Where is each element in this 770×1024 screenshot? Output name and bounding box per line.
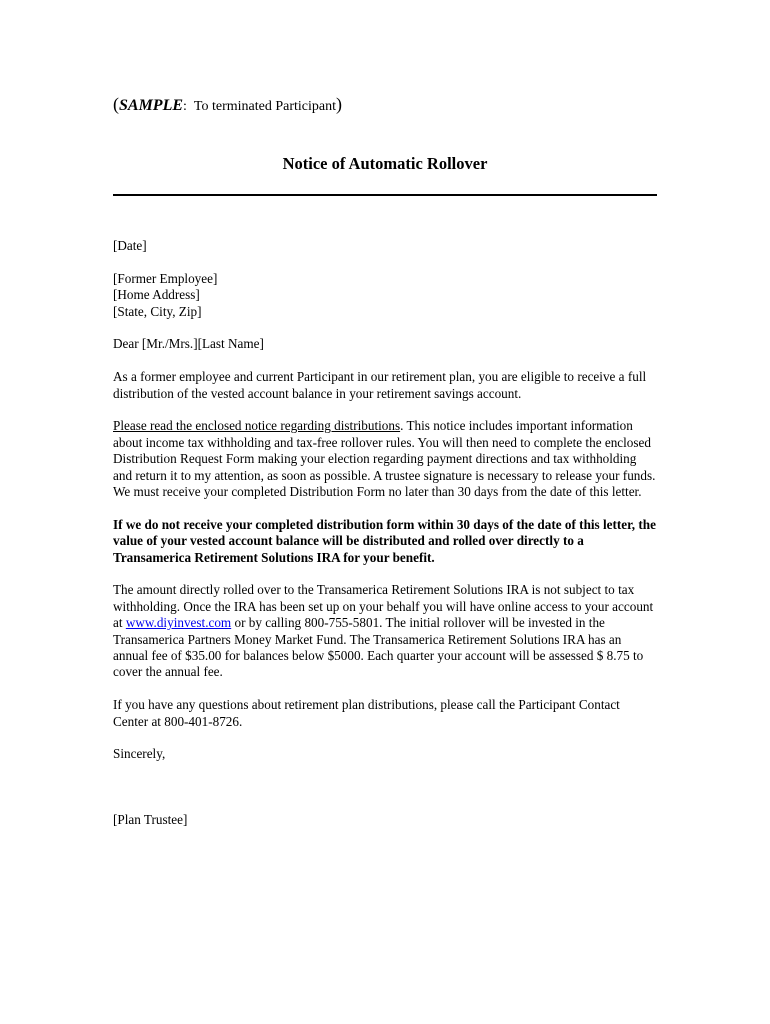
letter-body: [113, 238, 658, 828]
former-employee-placeholder: [Former Employee]: [113, 270, 218, 286]
notice-underlined-text: Please read the enclosed notice regarding distributions: [113, 418, 401, 434]
sample-tag: SAMPLE: [119, 97, 184, 114]
sample-text: To terminated Participant: [193, 99, 336, 114]
sample-note: [113, 94, 342, 117]
ira-text-before-link: The amount directly rolled over to the Transamerica Retirement Solutions IRA is not subject to tax withholding. Once the IRA has been set up on your behalf you will have online access to your account at: [113, 582, 654, 631]
open-paren: (: [113, 94, 119, 114]
paragraph-eligibility: As a former employee and current Participant in our retirement plan, you are eligible to receive a full distribution of the vested account balance in your retirement savings account.: [113, 369, 647, 401]
signature-placeholder: [Plan Trustee]: [113, 812, 188, 828]
sample-colon: :: [183, 99, 187, 114]
home-address-placeholder: [Home Address]: [113, 287, 200, 303]
close-paren: ): [336, 94, 342, 114]
paragraph-questions: If you have any questions about retirement plan distributions, please call the Participant Contact Center at 800-401-8726.: [113, 697, 620, 729]
diyinvest-link[interactable]: www.diyinvest.com: [125, 615, 232, 631]
page-title: Notice of Automatic Rollover: [282, 154, 488, 173]
closing: Sincerely,: [113, 746, 166, 762]
date-placeholder: [Date]: [113, 238, 147, 253]
paragraph-warning: If we do not receive your completed distribution form within 30 days of the date of this letter, the value of your vested account balance will be distributed and rolled over directly to a Transamerica Retirement Solutions IRA for your benefit.: [113, 516, 656, 565]
paragraph-instructions: [113, 418, 658, 500]
title-divider: [113, 194, 657, 196]
instructions-text: . This notice includes important information about income tax withholding and tax-free rollover rules. You will then need to complete the enclosed Distribution Request Form making your election regarding payment directions and tax withholding and return it to my attention, as soon as possible. A trustee signature is necessary to release your funds. We must receive your completed Distribution Form no later than 30 days from the date of this letter.: [113, 418, 656, 500]
ira-text-after-link: or by calling 800-755-5801. The initial rollover will be invested in the Transamerica Partners Money Market Fund. The Transamerica Retirement Solutions IRA has an annual fee of $35.00 for balances below $5000. Each quarter your account will be assessed $ 8.75 to cover the annual fee.: [113, 615, 644, 680]
state-city-zip-placeholder: [State, City, Zip]: [113, 303, 202, 319]
paragraph-ira-details: [113, 582, 658, 680]
salutation: Dear [Mr./Mrs.][Last Name]: [113, 336, 264, 352]
